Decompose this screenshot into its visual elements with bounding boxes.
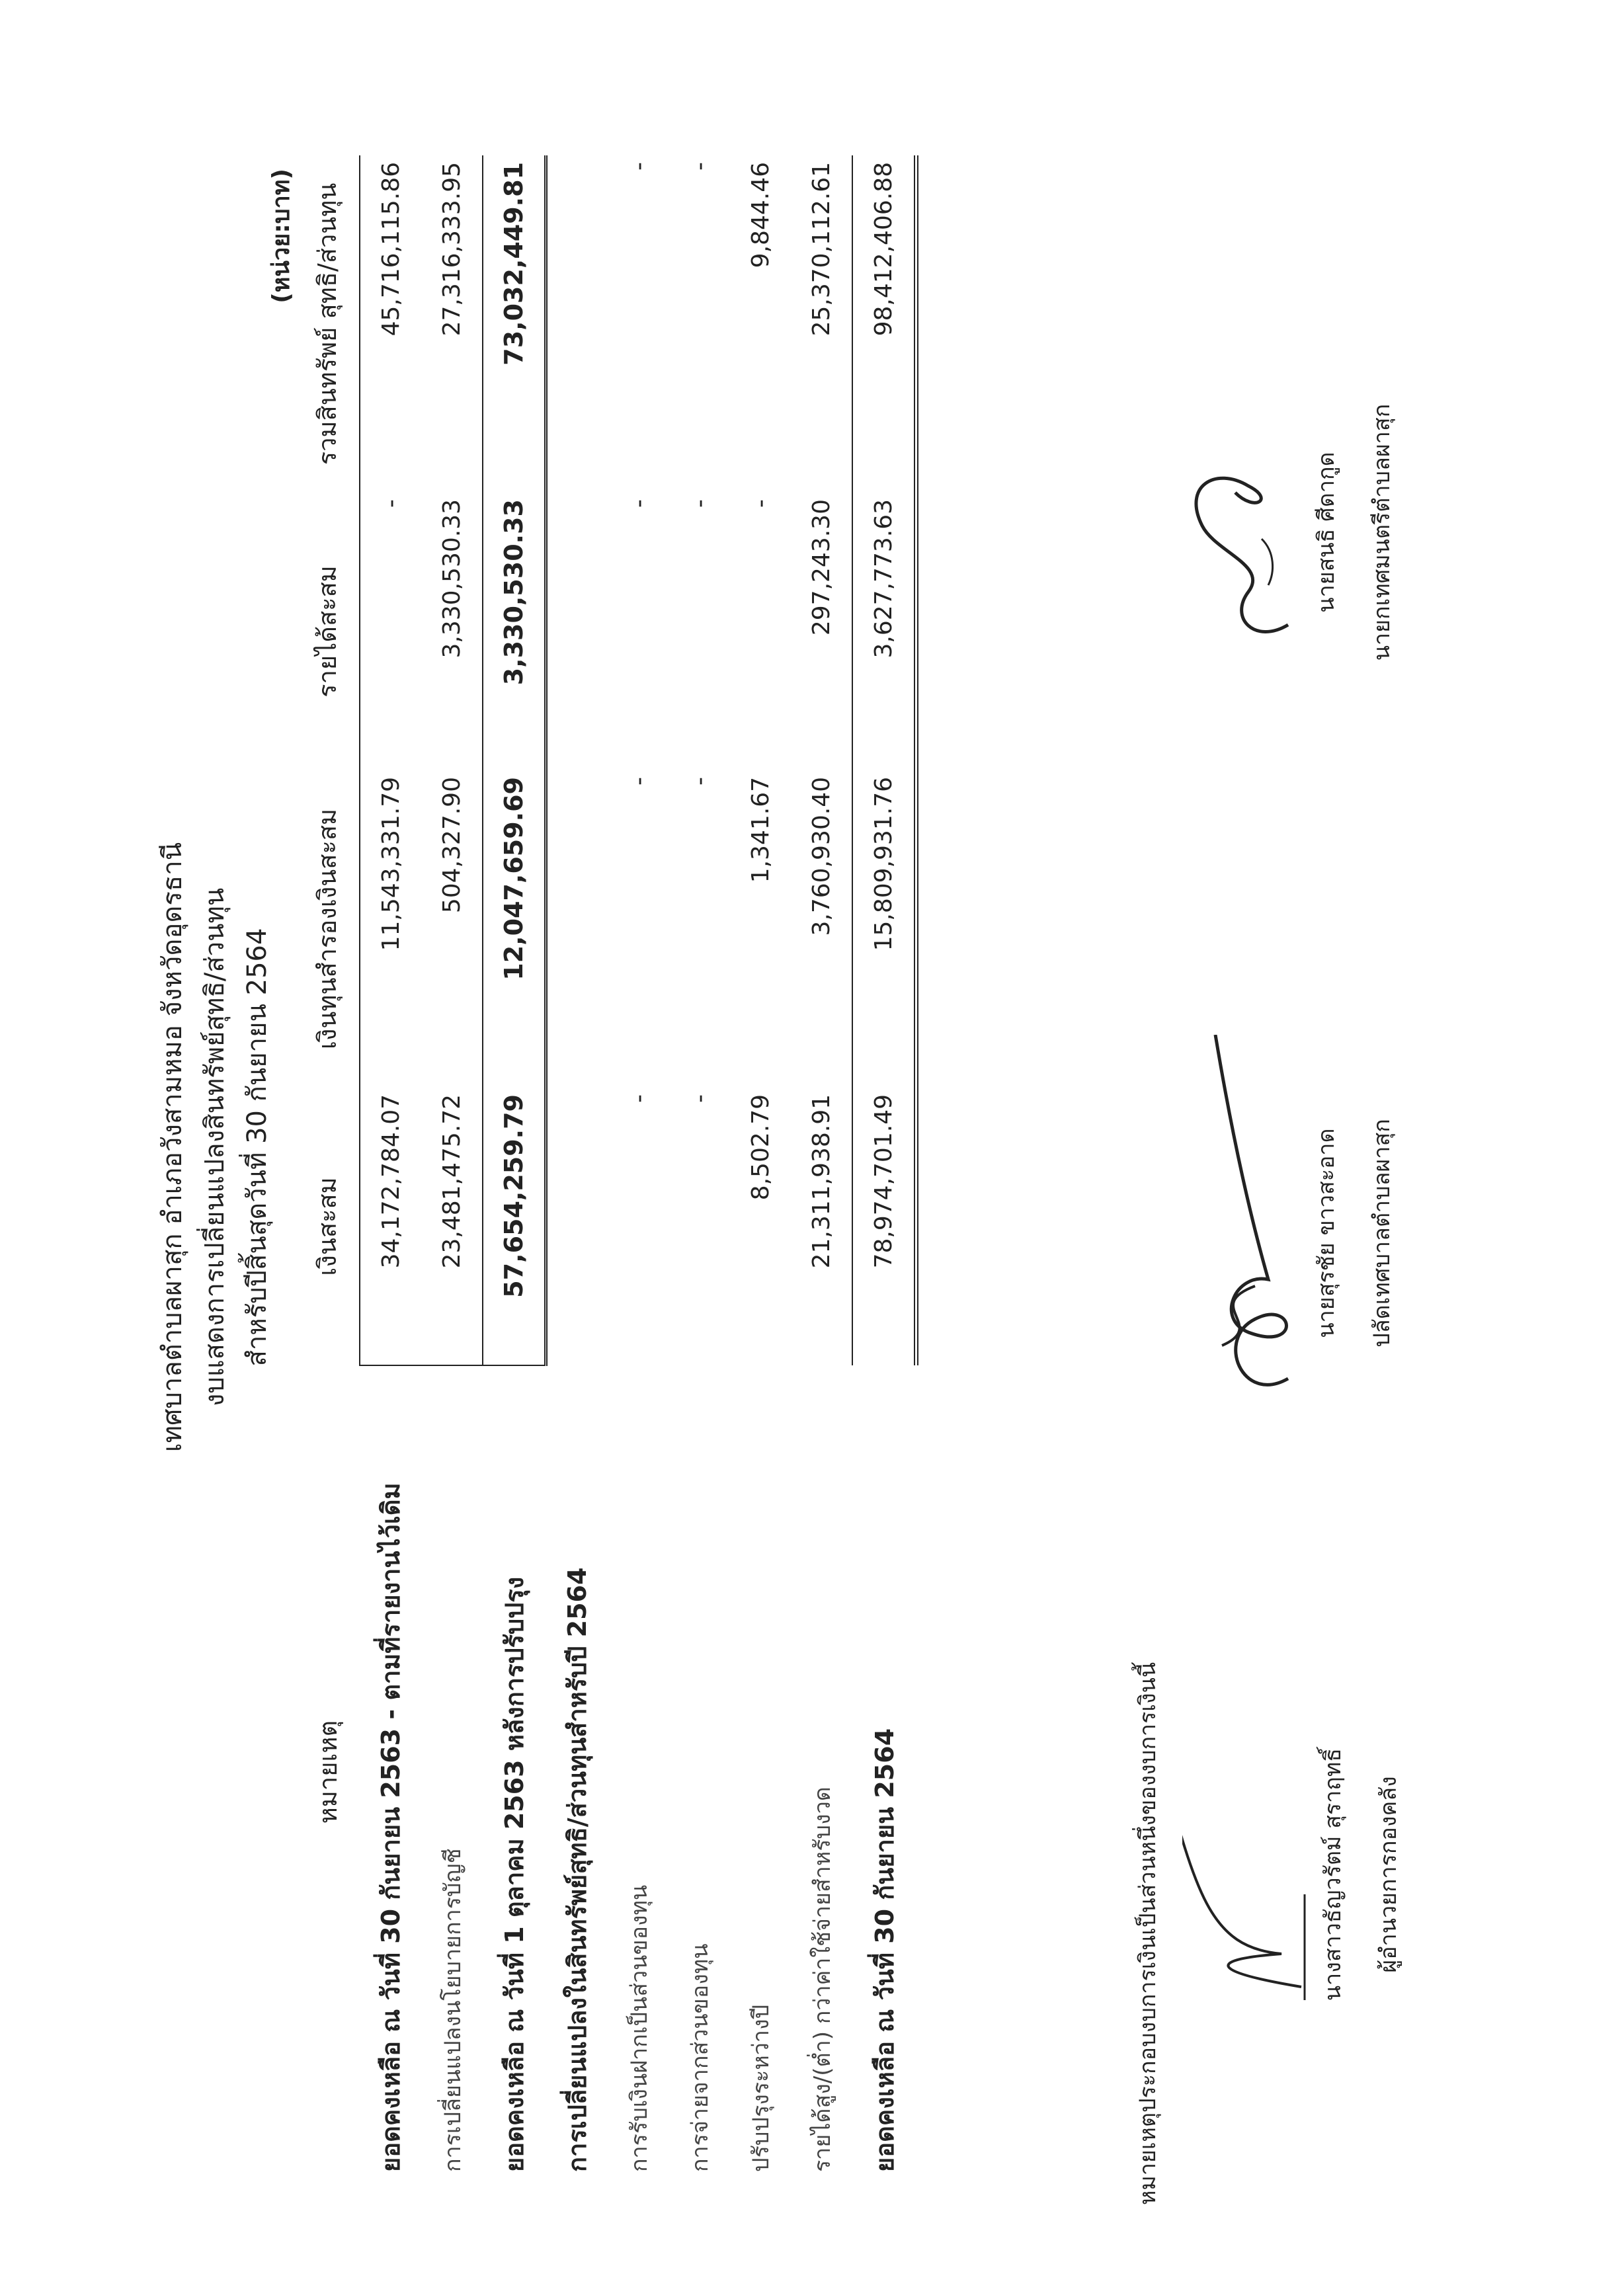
cell-value: 73,032,449.81	[483, 155, 546, 493]
handwritten-signature	[1182, 1722, 1315, 2027]
column-header: เงินทุนสำรองเงินสะสม	[303, 770, 360, 1088]
table-row	[669, 155, 730, 2179]
cell-value: 25,370,112.61	[807, 162, 835, 337]
cell-value: 1,341.67	[747, 777, 774, 883]
row-label: การเปลี่ยนแปลงในสินทรัพย์สุทธิ/ส่วนทุนสำหรับปี 2564	[563, 1567, 592, 2172]
cell-value	[546, 493, 609, 770]
cell-value: -	[686, 499, 713, 508]
cell-value: 57,654,259.79	[483, 1088, 546, 1365]
signature-block-mayor	[1176, 301, 1399, 764]
handwritten-signature	[1176, 1035, 1308, 1431]
table-row	[360, 155, 421, 2179]
table-row	[546, 155, 609, 2179]
cell-value: -	[625, 1094, 653, 1103]
cell-value: 8,502.79	[747, 1094, 774, 1201]
cell-value: 23,481,475.72	[421, 1088, 483, 1365]
cell-value: -	[625, 499, 653, 508]
signer-name: นายสนธิ ศีดากูด	[1313, 452, 1340, 613]
unit-label: (หน่วย:บาท)	[268, 169, 295, 303]
signer-position: ปลัดเทศบาลตำบลผาสุก	[1369, 1119, 1395, 1348]
cell-value: 3,330,530.33	[483, 493, 546, 770]
cell-value: 12,047,659.69	[483, 770, 546, 1088]
column-header: เงินสะสม	[303, 1088, 360, 1365]
cell-value: -	[747, 499, 774, 508]
signer-position: นายกเทศมนตรีตำบลผาสุก	[1369, 403, 1395, 661]
cell-value: 27,316,333.95	[438, 162, 466, 337]
cell-value: -	[625, 777, 653, 785]
table-row	[730, 155, 791, 2179]
org-title: เทศบาลตำบลผาสุก อำเภอวังสามหมอ จังหวัดอุดรธานี	[157, 842, 188, 1453]
row-label: รายได้สูง/(ต่ำ) กว่าค่าใช้จ่ายสำหรับงวด	[809, 1787, 836, 2172]
cell-value: 3,627,773.63	[852, 493, 916, 770]
table-header-row	[303, 155, 360, 2179]
cell-value	[546, 155, 609, 493]
table-row	[791, 155, 852, 2179]
table-row	[421, 155, 483, 2179]
cell-value: 297,243.30	[807, 499, 835, 636]
row-label: การรับเงินฝากเป็นส่วนของทุน	[626, 1884, 653, 2172]
cell-value: -	[377, 499, 405, 508]
period-title: สำหรับปีสิ้นสุดวันที่ 30 กันยายน 2564	[242, 928, 272, 1367]
table-row	[608, 155, 669, 2179]
cell-value: 98,412,406.88	[852, 155, 916, 493]
cell-value: 15,809,931.76	[852, 770, 916, 1088]
footnote: หมายเหตุประกอบงบการเงินเป็นส่วนหนึ่งของงบการเงินนี้	[1135, 1662, 1161, 2205]
cell-value: -	[686, 1094, 713, 1103]
signature-block-municipal-clerk	[1176, 1028, 1399, 1438]
cell-value: 34,172,784.07	[360, 1088, 421, 1365]
column-header: รายได้สะสม	[303, 493, 360, 770]
row-label: ยอดคงเหลือ ณ วันที่ 1 ตุลาคม 2563 หลังการปรับปรุง	[500, 1576, 530, 2172]
signature-block-finance-director	[1182, 1703, 1406, 2046]
cell-value	[546, 1088, 609, 1365]
cell-value: -	[686, 162, 713, 171]
row-label: ยอดคงเหลือ ณ วันที่ 30 กันยายน 2563 - ตามที่รายงานไว้เดิม	[376, 1482, 405, 2172]
signer-name: นายสุรชัย ขาวสะอาด	[1313, 1128, 1340, 1338]
column-header: หมายเหตุ	[313, 1720, 343, 1824]
cell-value: -	[625, 162, 653, 171]
cell-value: 504,327.90	[438, 777, 466, 914]
signer-position: ผู้อำนวยการกองคลัง	[1375, 1776, 1402, 1973]
row-label: การจ่ายจากส่วนของทุน	[687, 1943, 713, 2172]
equity-table	[303, 155, 918, 2179]
cell-value: 3,760,930.40	[807, 777, 835, 936]
statement-title: งบแสดงการเปลี่ยนแปลงสินทรัพย์สุทธิ/ส่วนทุน	[200, 887, 230, 1407]
cell-value: 3,330,530.33	[438, 499, 466, 659]
handwritten-signature	[1176, 380, 1308, 684]
cell-value: 9,844.46	[747, 162, 774, 268]
cell-value	[546, 770, 609, 1088]
cell-value: 21,311,938.91	[807, 1094, 835, 1269]
row-label: ยอดคงเหลือ ณ วันที่ 30 กันยายน 2564	[870, 1728, 899, 2172]
column-header: รวมสินทรัพย์ สุทธิ/ส่วนทุน	[303, 155, 360, 493]
rotated-statement	[151, 89, 1473, 2205]
cell-value: 11,543,331.79	[377, 777, 405, 951]
table-row	[483, 155, 546, 2179]
row-label: ปรับปรุงระหว่างปี	[748, 2004, 774, 2172]
cell-value: 45,716,115.86	[377, 162, 405, 337]
signer-name: นางสาวธัญวรัตม์ สุราฤทธิ์	[1320, 1748, 1346, 2001]
table-row	[852, 155, 916, 2179]
cell-value: -	[686, 777, 713, 785]
row-label: การเปลี่ยนแปลงนโยบายการบัญชี	[439, 1848, 466, 2172]
cell-value: 78,974,701.49	[852, 1088, 916, 1365]
